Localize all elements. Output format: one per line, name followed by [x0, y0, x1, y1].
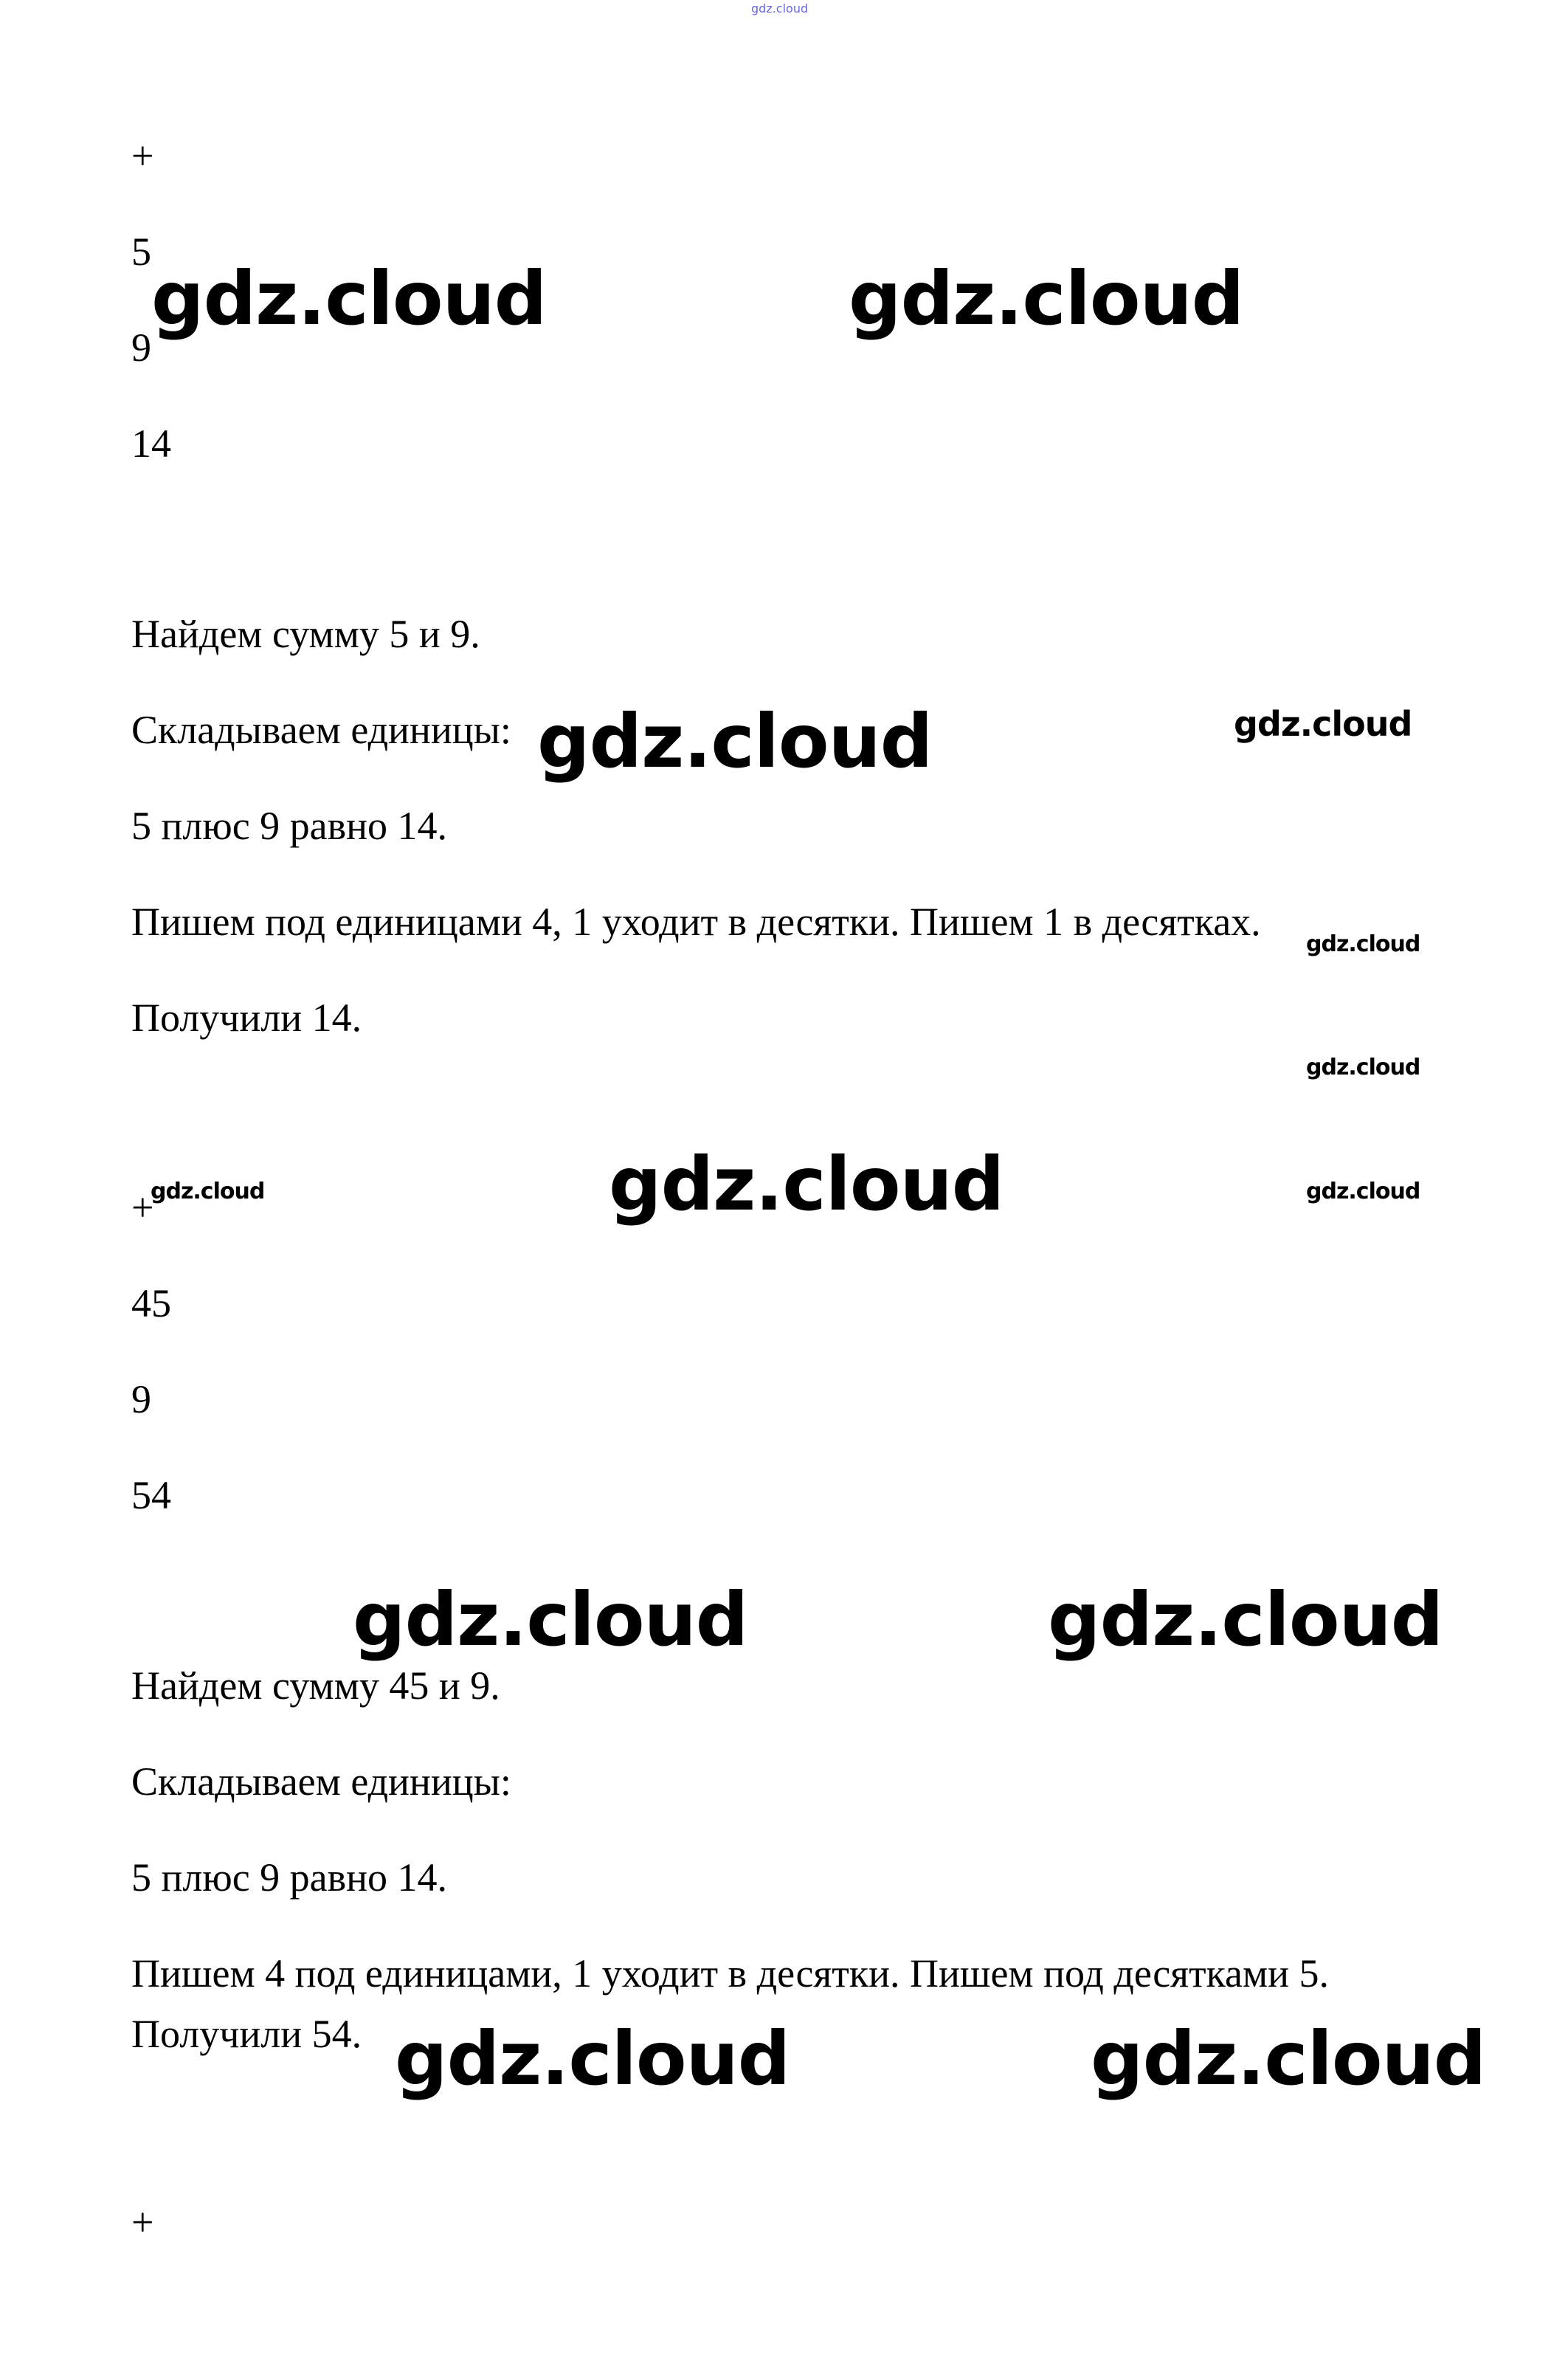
operator-plus: + — [131, 2200, 154, 2244]
watermark: gdz.cloud — [151, 1179, 265, 1204]
explanation-line: Найдем сумму 5 и 9. — [131, 612, 480, 656]
explanation-line: Пишем под единицами 4, 1 уходит в десятки. Пишем 1 в десятках. — [131, 900, 1261, 944]
sum-result: 14 — [131, 421, 171, 466]
watermark: gdz.cloud — [1306, 1179, 1420, 1204]
watermark: gdz.cloud — [353, 1576, 748, 1663]
operator-plus: + — [131, 1185, 154, 1229]
addend-2: 9 — [131, 1377, 151, 1421]
operator-plus: + — [131, 134, 154, 178]
watermark: gdz.cloud — [1234, 704, 1412, 744]
explanation-line: Складываем единицы: — [131, 1759, 511, 1804]
watermark: gdz.cloud — [151, 255, 547, 342]
explanation-line: Пишем 4 под единицами, 1 уходит в десятки. Пишем под десятками 5. — [131, 1951, 1330, 1996]
site-mark: gdz.cloud — [751, 1, 809, 15]
explanation-line: Складываем единицы: — [131, 708, 511, 752]
watermark: gdz.cloud — [609, 1141, 1004, 1227]
explanation-line: Получили 14. — [131, 996, 362, 1040]
explanation-line: 5 плюс 9 равно 14. — [131, 1855, 448, 1900]
watermark: gdz.cloud — [849, 255, 1244, 342]
watermark: gdz.cloud — [537, 698, 933, 784]
explanation-line: Найдем сумму 45 и 9. — [131, 1663, 500, 1708]
watermark: gdz.cloud — [395, 2015, 790, 2102]
watermark: gdz.cloud — [1306, 931, 1420, 957]
watermark: gdz.cloud — [1306, 1055, 1420, 1080]
addend-2: 9 — [131, 325, 151, 370]
watermark: gdz.cloud — [1048, 1576, 1443, 1663]
explanation-line: 5 плюс 9 равно 14. — [131, 804, 448, 848]
explanation-line: Получили 54. — [131, 2012, 362, 2056]
watermark: gdz.cloud — [1091, 2015, 1486, 2102]
sum-result: 54 — [131, 1473, 171, 1517]
addend-1: 5 — [131, 230, 151, 274]
addend-1: 45 — [131, 1281, 171, 1325]
